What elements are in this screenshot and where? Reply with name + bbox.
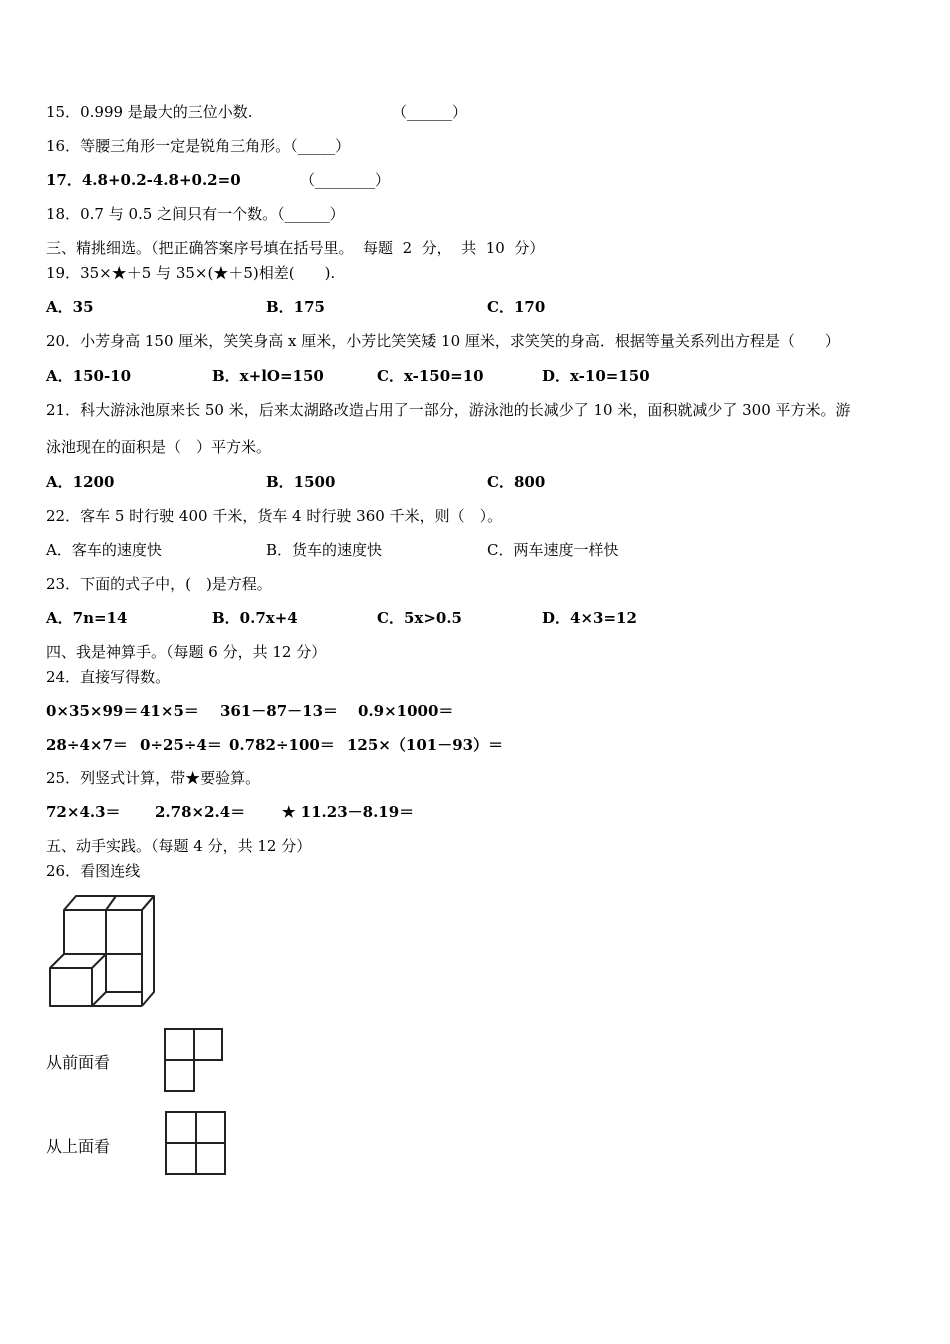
q20-option-a[interactable]: A．150-10	[46, 367, 132, 385]
q17-text: 17．4.8+0.2-4.8+0.2=0	[46, 171, 241, 189]
q23-option-c[interactable]: C．5x>0.5	[377, 609, 462, 627]
top-view-label: 从上面看	[46, 1137, 111, 1156]
front-view-grid[interactable]	[162, 1026, 226, 1094]
front-view-label: 从前面看	[46, 1053, 111, 1072]
q19-option-c[interactable]: C．170	[487, 298, 546, 316]
section-3-heading: 三、精挑细选。（把正确答案序号填在括号里。 每题 2 分， 共 10 分）	[46, 239, 545, 257]
q24-expr: 0.9×1000＝	[358, 702, 454, 720]
q20-option-c[interactable]: C．x-150=10	[377, 367, 484, 385]
q24-expr: 0×35×99＝	[46, 702, 139, 720]
q24-expr: 28÷4×7＝	[46, 736, 128, 754]
q15-text: 15．0.999 是最大的三位小数.	[46, 103, 253, 121]
q21-text-line1: 21．科大游泳池原来长 50 米，后来太湖路改造占用了一部分，游泳池的长减少了 10 米，面积就减少了 300 平方米。游	[46, 401, 851, 419]
q26-text: 26．看图连线	[46, 862, 141, 880]
q25-expr: 2.78×2.4＝	[155, 803, 246, 821]
section-5-heading: 五、动手实践。（每题 4 分，共 12 分）	[46, 837, 312, 855]
section-4-heading: 四、我是神算手。（每题 6 分，共 12 分）	[46, 643, 327, 661]
top-view-grid[interactable]	[163, 1109, 229, 1177]
q25-text: 25．列竖式计算，带★要验算。	[46, 769, 261, 787]
q19-option-b[interactable]: B．175	[266, 298, 325, 316]
q24-expr: 0÷25÷4＝	[140, 736, 222, 754]
q23-text: 23．下面的式子中，( )是方程。	[46, 575, 272, 593]
q22-option-b[interactable]: B．货车的速度快	[266, 541, 383, 559]
q20-option-b[interactable]: B．x+lO=150	[212, 367, 324, 385]
q25-expr: 72×4.3＝	[46, 803, 121, 821]
q16-text: 16．等腰三角形一定是锐角三角形。（_____）	[46, 137, 351, 155]
q15-answer-blank[interactable]: （______）	[392, 103, 468, 121]
q21-text-line2: 泳池现在的面积是（ ）平方米。	[46, 438, 272, 456]
q21-option-a[interactable]: A．1200	[46, 473, 115, 491]
q24-expr: 0.782÷100＝	[229, 736, 335, 754]
q19-text: 19．35×★＋5 与 35×(★＋5)相差( ).	[46, 264, 336, 282]
q24-expr: 361－87－13＝	[220, 702, 339, 720]
q18-text: 18．0.7 与 0.5 之间只有一个数。（______）	[46, 205, 345, 223]
q23-option-a[interactable]: A．7n=14	[46, 609, 128, 627]
q23-option-d[interactable]: D．4×3=12	[542, 609, 637, 627]
q21-option-c[interactable]: C．800	[487, 473, 546, 491]
q22-text: 22．客车 5 时行驶 400 千米，货车 4 时行驶 360 千米，则（ ）。	[46, 507, 503, 525]
q20-option-d[interactable]: D．x-10=150	[542, 367, 650, 385]
q21-option-b[interactable]: B．1500	[266, 473, 336, 491]
q24-expr: 41×5＝	[140, 702, 199, 720]
q20-text: 20．小芳身高 150 厘米，笑笑身高 x 厘米，小芳比笑笑矮 10 厘米，求笑笑的身高．根据等量关系列出方程是（ ）	[46, 332, 840, 350]
cube-stack-figure	[44, 892, 160, 1014]
q19-option-a[interactable]: A．35	[46, 298, 94, 316]
q17-answer-blank[interactable]: （________）	[300, 171, 391, 189]
q24-text: 24．直接写得数。	[46, 668, 171, 686]
q23-option-b[interactable]: B．0.7x+4	[212, 609, 298, 627]
q25-expr: ★ 11.23－8.19＝	[282, 803, 415, 821]
q24-expr: 125×（101－93）＝	[347, 736, 504, 754]
q22-option-a[interactable]: A．客车的速度快	[46, 541, 162, 559]
q22-option-c[interactable]: C．两车速度一样快	[487, 541, 619, 559]
